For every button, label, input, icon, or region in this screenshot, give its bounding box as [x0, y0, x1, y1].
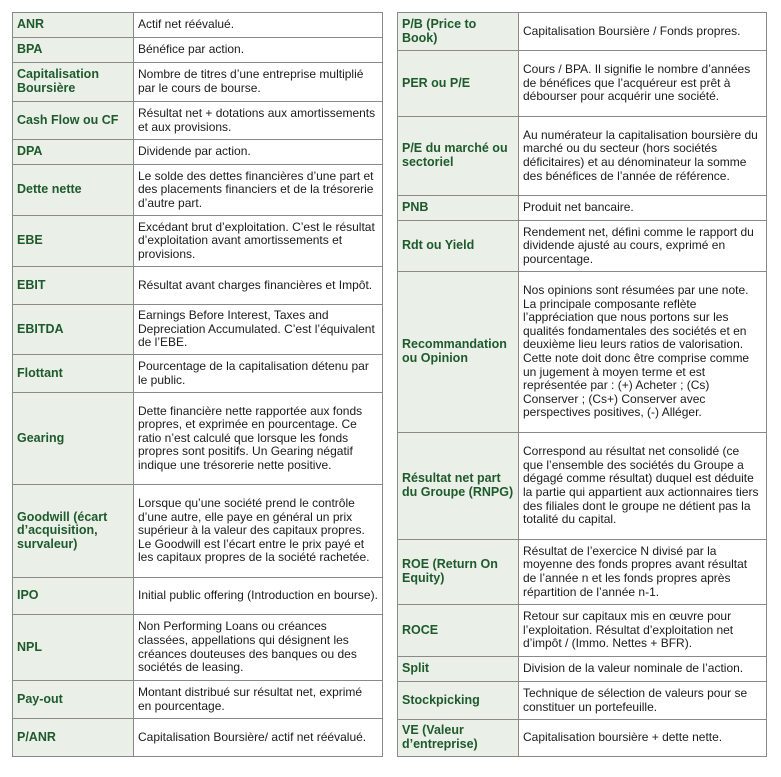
glossary-definition: Capitalisation boursière + dette nette. — [519, 720, 767, 757]
glossary-row — [398, 196, 767, 221]
glossary-definition: Actif net réévalué. — [134, 13, 383, 38]
glossary-definition: Résultat de l’exercice N divisé par la moyenne des fonds propres avant résultat de l’année n et les fonds propres après répartition de l’année n-1. — [519, 540, 767, 605]
glossary-row — [398, 657, 767, 682]
glossary-row — [13, 165, 383, 216]
glossary-definition: Bénéfice par action. — [134, 38, 383, 63]
glossary-term: ROCE — [398, 605, 519, 657]
glossary-row — [398, 433, 767, 540]
glossary-term: Pay-out — [13, 681, 134, 719]
glossary-row — [398, 682, 767, 720]
glossary-definition: Initial public offering (Introduction en bourse). — [134, 578, 383, 615]
glossary-term: Rdt ou Yield — [398, 221, 519, 272]
glossary-term: Stockpicking — [398, 682, 519, 720]
glossary-row — [13, 393, 383, 485]
glossary-term: PER ou P/E — [398, 51, 519, 117]
glossary-definition: Au numérateur la capitalisation boursière du marché ou du secteur (hors sociétés déficitaires) et au dénominateur la somme des bénéfices de l’année de référence. — [519, 117, 767, 196]
glossary-definition: Pourcentage de la capitalisation détenu par le public. — [134, 355, 383, 393]
glossary-definition: Correspond au résultat net consolidé (ce que l’ensemble des sociétés du Groupe a dégagé comme résultat) duquel est déduite la partie qui appartient aux actionnaires tiers des filiales dont le groupe ne détient pas la totalité du capital. — [519, 433, 767, 540]
glossary-term: VE (Valeur d’entreprise) — [398, 720, 519, 757]
glossary-term: Recommandation ou Opinion — [398, 272, 519, 433]
glossary-row — [13, 719, 383, 757]
glossary-term: Dette nette — [13, 165, 134, 216]
glossary-row — [13, 102, 383, 140]
glossary-term: Capitalisation Boursière — [13, 63, 134, 102]
glossary-left-column — [12, 12, 383, 757]
glossary-row — [13, 38, 383, 63]
glossary-definition: Résultat avant charges financières et Impôt. — [134, 267, 383, 305]
glossary-term: ANR — [13, 13, 134, 38]
glossary-row — [398, 272, 767, 433]
glossary-term: P/B (Price to Book) — [398, 13, 519, 51]
glossary-definition: Résultat net + dotations aux amortissements et aux provisions. — [134, 102, 383, 140]
glossary-definition: Nos opinions sont résumées par une note. La principale composante reflète l’appréciation que nous portons sur les qualités fondamentales des sociétés et en deuxième lieu leurs ratios de valorisation. Cette note doit donc être comprise comme un jugement à moyen terme et est représentée par : (+) Acheter ; (Cs) Conserver ; (Cs+) Conserver avec perspectives positives, (-) Alléger. — [519, 272, 767, 433]
glossary-row — [398, 605, 767, 657]
glossary-term: EBIT — [13, 267, 134, 305]
glossary-row — [398, 221, 767, 272]
glossary-definition: Technique de sélection de valeurs pour se constituer un portefeuille. — [519, 682, 767, 720]
glossary-row — [13, 13, 383, 38]
glossary-definition: Le solde des dettes financières d’une part et des placements financiers et de la trésorerie d’autre part. — [134, 165, 383, 216]
glossary-row — [13, 216, 383, 267]
glossary-definition: Cours / BPA. Il signifie le nombre d’années de bénéfices que l’acquéreur est prêt à débourser pour acquérir une société. — [519, 51, 767, 117]
glossary-row — [13, 578, 383, 615]
glossary-definition: Rendement net, défini comme le rapport du dividende ajusté au cours, exprimé en pourcentage. — [519, 221, 767, 272]
glossary-definition: Nombre de titres d’une entreprise multiplié par le cours de bourse. — [134, 63, 383, 102]
glossary-table-left — [12, 12, 383, 757]
glossary-term: Goodwill (écart d’acquisition, survaleur) — [13, 485, 134, 578]
glossary-row — [13, 485, 383, 578]
glossary-row — [398, 117, 767, 196]
glossary-term: BPA — [13, 38, 134, 63]
glossary-term: EBITDA — [13, 305, 134, 355]
glossary-term: Split — [398, 657, 519, 682]
glossary-term: Gearing — [13, 393, 134, 485]
glossary-definition: Montant distribué sur résultat net, exprimé en pourcentage. — [134, 681, 383, 719]
glossary-row — [398, 51, 767, 117]
glossary-definition: Lorsque qu’une société prend le contrôle d’une autre, elle paye en général un prix supérieur à la valeur des capitaux propres. Le Goodwill est l’écart entre le prix payé et les capitaux propres de la société rachetée. — [134, 485, 383, 578]
glossary-table-right — [397, 12, 767, 757]
glossary-definition: Dette financière nette rapportée aux fonds propres, et exprimée en pourcentage. Ce ratio n’est calculé que lorsque les fonds propres sont positifs. Un Gearing négatif indique une trésorerie nette positive. — [134, 393, 383, 485]
glossary-definition: Capitalisation Boursière/ actif net réévalué. — [134, 719, 383, 757]
glossary-definition: Non Performing Loans ou créances classées, appellations qui désignent les créances douteuses des banques ou des sociétés de leasing. — [134, 615, 383, 681]
glossary-term: Cash Flow ou CF — [13, 102, 134, 140]
glossary-row — [398, 720, 767, 757]
glossary-row — [13, 267, 383, 305]
glossary-term: ROE (Return On Equity) — [398, 540, 519, 605]
glossary-row — [398, 13, 767, 51]
glossary-definition: Excédant brut d’exploitation. C’est le résultat d’exploitation avant amortissements et provisions. — [134, 216, 383, 267]
glossary-row — [13, 140, 383, 165]
glossary-right-column — [397, 12, 767, 757]
glossary-term: Flottant — [13, 355, 134, 393]
glossary-term: DPA — [13, 140, 134, 165]
glossary-term: P/E du marché ou sectoriel — [398, 117, 519, 196]
glossary-row — [13, 305, 383, 355]
glossary-term: IPO — [13, 578, 134, 615]
glossary-definition: Produit net bancaire. — [519, 196, 767, 221]
glossary-term: EBE — [13, 216, 134, 267]
glossary-row — [13, 355, 383, 393]
glossary-row — [13, 681, 383, 719]
glossary-term: P/ANR — [13, 719, 134, 757]
glossary-term: NPL — [13, 615, 134, 681]
glossary-term: PNB — [398, 196, 519, 221]
glossary-definition: Earnings Before Interest, Taxes and Depreciation Accumulated. C’est l’équivalent de l’EBE. — [134, 305, 383, 355]
glossary-definition: Dividende par action. — [134, 140, 383, 165]
glossary-definition: Capitalisation Boursière / Fonds propres. — [519, 13, 767, 51]
glossary-row — [398, 540, 767, 605]
glossary-definition: Division de la valeur nominale de l’action. — [519, 657, 767, 682]
glossary-term: Résultat net part du Groupe (RNPG) — [398, 433, 519, 540]
glossary-row — [13, 63, 383, 102]
glossary-row — [13, 615, 383, 681]
glossary-definition: Retour sur capitaux mis en œuvre pour l’exploitation. Résultat d’exploitation net d’impôt / (Immo. Nettes + BFR). — [519, 605, 767, 657]
